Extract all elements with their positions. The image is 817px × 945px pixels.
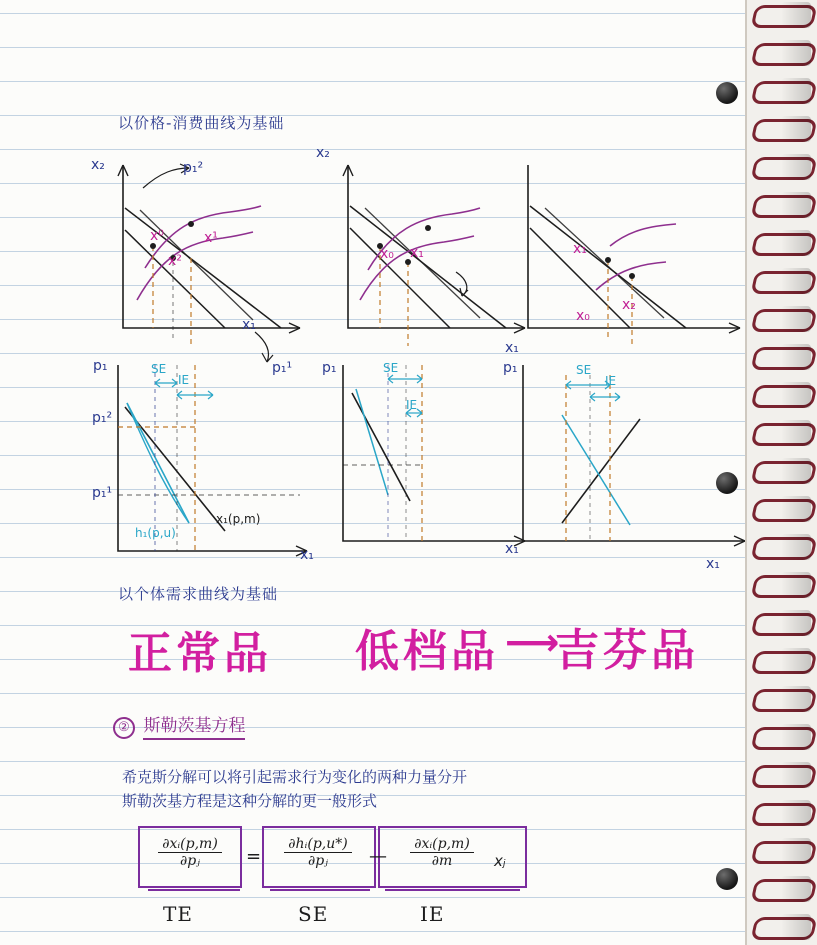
point-x2-d3: x₂	[622, 297, 636, 313]
hicks-curve-label-b1: h₁(p,u)	[135, 526, 176, 540]
label-giffen-good: 吉芬品	[555, 625, 699, 676]
lhs-denominator: ∂pⱼ	[158, 852, 222, 869]
punch-hole	[716, 472, 738, 494]
point-x0-d1: x⁰	[150, 228, 164, 244]
point-x2-d1: x²	[168, 253, 182, 269]
section-2-heading	[113, 711, 245, 739]
label-x1-b1: x₁	[300, 547, 314, 563]
point-x1-d1: x¹	[204, 230, 218, 246]
label-x2-d2: x₂	[316, 145, 330, 161]
punch-hole	[716, 868, 738, 890]
se-label-b2: SE	[383, 361, 399, 375]
label-se: SE	[298, 902, 329, 926]
equals-sign: =	[246, 846, 262, 867]
point-x1-d2: x₁	[410, 245, 424, 261]
se-label-b1: SE	[151, 362, 167, 376]
term2-denominator: ∂m	[410, 852, 474, 869]
punch-hole	[716, 82, 738, 104]
se-label-b3: SE	[576, 363, 592, 377]
ie-label-b3: IE	[605, 374, 617, 388]
equation-term-2	[392, 836, 492, 869]
heading-individual-demand-curve: 以个体需求曲线为基础	[118, 585, 279, 603]
tick-p1-2-b1: p₁²	[92, 410, 113, 426]
bottom-row-diagrams	[85, 355, 745, 570]
lhs-numerator: ∂xᵢ(p,m)	[162, 836, 218, 852]
label-p1-1: p₁¹	[272, 360, 293, 376]
point-x0-d3: x₀	[576, 308, 590, 324]
equation-lhs	[148, 836, 232, 869]
term1-denominator: ∂pⱼ	[284, 852, 351, 869]
term2-numerator: ∂xᵢ(p,m)	[414, 836, 470, 852]
point-x0-d2: x₀	[380, 246, 394, 262]
label-p1-b2: p₁	[322, 360, 337, 376]
section-title: 斯勒茨基方程	[143, 716, 245, 740]
diagram-giffen-good-indifference	[528, 165, 740, 346]
arrow-icon: ⟶	[505, 620, 564, 664]
diagram-normal-good-indifference	[118, 164, 300, 362]
heading-price-consumption-curve: 以价格-消费曲线为基础	[118, 114, 285, 132]
label-x1-b2: x₁	[505, 541, 519, 557]
marshall-curve-label-b1: x₁(p,m)	[216, 512, 261, 526]
equation-underlines	[130, 884, 550, 904]
section-2-line-2: 斯勒茨基方程是这种分解的更一般形式	[122, 792, 378, 810]
section-2-line-1: 希克斯分解可以将引起需求行为变化的两种力量分开	[122, 768, 468, 786]
label-x1-b3: x₁	[706, 556, 720, 572]
diagram-inferior-good-demand	[343, 365, 525, 546]
minus-sign: —	[369, 846, 387, 867]
label-x2-d1: x₂	[91, 157, 105, 173]
label-p1-b3: p₁	[503, 360, 518, 376]
spiral-binding	[745, 0, 817, 945]
label-te: TE	[163, 902, 193, 926]
diagram-inferior-good-indifference	[343, 165, 525, 346]
label-x1-d2: x₁	[505, 340, 519, 356]
equation-term-1	[272, 836, 364, 869]
term2-multiplier: xⱼ	[494, 852, 506, 870]
section-number: ②	[113, 717, 135, 739]
label-p1-b1: p₁	[93, 358, 108, 374]
ie-label-b2: IE	[406, 398, 418, 412]
label-normal-good: 正常品	[128, 628, 272, 679]
label-x1-d1: x₁	[242, 317, 256, 333]
term1-numerator: ∂hᵢ(p,u*)	[288, 836, 348, 852]
label-inferior-good: 低档品	[355, 626, 499, 677]
label-p1-2: p₁²	[183, 160, 204, 176]
ie-label-b1: IE	[178, 373, 190, 387]
label-ie: IE	[420, 902, 445, 926]
diagram-giffen-good-demand	[523, 365, 745, 546]
tick-p1-1-b1: p₁¹	[92, 485, 113, 501]
point-x1-d3: x₁	[573, 241, 587, 257]
